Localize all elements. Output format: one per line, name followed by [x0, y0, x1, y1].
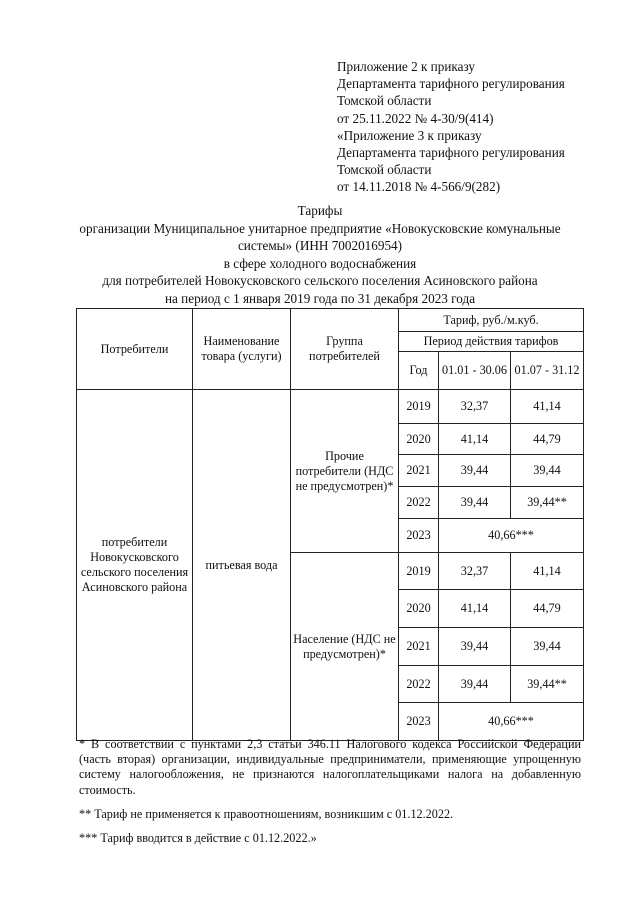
title-line: Тарифы — [297, 203, 343, 218]
tariff-cell: 39,44 — [511, 628, 584, 666]
tariff-cell: 41,14 — [511, 390, 584, 424]
header-line: Томской области — [337, 162, 432, 178]
header-line: от 25.11.2022 № 4-30/9(414) — [337, 110, 494, 126]
header-line: Департамента тарифного регулирования — [337, 76, 565, 92]
tariff-cell: 41,14 — [511, 553, 584, 590]
title-line: организации Муниципальное унитарное предприятие «Новокусковские комунальные — [79, 220, 561, 236]
tariff-cell: 39,44** — [511, 487, 584, 519]
title-line: для потребителей Новокусковского сельского поселения Асиновского района — [102, 273, 538, 289]
year-cell: 2022 — [399, 487, 439, 519]
header-tariff-unit: Тариф, руб./м.куб. — [399, 309, 584, 332]
header-line: Департамента тарифного регулирования — [337, 145, 565, 161]
tariff-cell: 39,44 — [439, 628, 511, 666]
footnote-not-applied: ** Тариф не применяется к правоотношениям, возникшим с 01.12.2022. — [79, 806, 454, 821]
tariff-cell: 39,44 — [439, 487, 511, 519]
tariff-cell: 41,14 — [439, 424, 511, 455]
year-cell: 2020 — [399, 424, 439, 455]
year-cell: 2021 — [399, 455, 439, 487]
year-cell: 2023 — [399, 703, 439, 741]
header-first-half: 01.01 - 30.06 — [439, 352, 511, 390]
tariff-cell-merged: 40,66*** — [439, 519, 584, 553]
year-cell: 2020 — [399, 590, 439, 628]
year-cell: 2019 — [399, 553, 439, 590]
footnotes — [79, 737, 581, 855]
header-line: «Приложение 3 к приказу — [337, 127, 482, 143]
title-line: в сфере холодного водоснабжения — [223, 255, 417, 271]
footnote-effective: *** Тариф вводится в действие с 01.12.2022.» — [79, 831, 317, 846]
year-cell: 2022 — [399, 666, 439, 703]
tariff-cell: 39,44 — [511, 455, 584, 487]
group-cell-other: Прочие потребители (НДС не предусмотрен)* — [291, 390, 399, 553]
product-cell: питьевая вода — [193, 390, 291, 741]
tariff-cell: 44,79 — [511, 590, 584, 628]
group-cell-population: Население (НДС не предусмотрен)* — [291, 553, 399, 741]
header-consumers: Потребители — [77, 309, 193, 390]
title-line: на период с 1 января 2019 года по 31 декабря 2023 года — [164, 290, 476, 306]
tariff-cell: 32,37 — [439, 390, 511, 424]
header-line: Томской области — [337, 93, 432, 109]
header-period: Период действия тарифов — [399, 332, 584, 352]
tariff-cell: 44,79 — [511, 424, 584, 455]
tariff-cell: 41,14 — [439, 590, 511, 628]
header-second-half: 01.07 - 31.12 — [511, 352, 584, 390]
order-reference-block — [337, 58, 565, 196]
tariff-cell: 39,44** — [511, 666, 584, 703]
header-line: Приложение 2 к приказу — [337, 59, 475, 74]
tariff-cell-merged: 40,66*** — [439, 703, 584, 741]
title-line: системы» (ИНН 7002016954) — [237, 238, 403, 254]
tariff-cell: 39,44 — [439, 666, 511, 703]
tariff-cell: 32,37 — [439, 553, 511, 590]
header-line: от 14.11.2018 № 4-566/9(282) — [337, 179, 501, 195]
year-cell: 2019 — [399, 390, 439, 424]
footnote-vat: * В соответствии с пунктами 2,3 статьи 346.11 Налогового кодекса Российской Федерации (часть вторая) организации, индивидуальные предприниматели, применяющие упрощенную систему налогообложения, не признаются налогоплательщиками налога на добавленную стоимость. — [79, 737, 581, 797]
document-title — [60, 202, 580, 308]
tariff-cell: 39,44 — [439, 455, 511, 487]
header-group: Группа потребителей — [291, 309, 399, 390]
consumer-cell: потребители Новокусковского сельского поселения Асиновского района — [77, 390, 193, 741]
tariff-table — [76, 308, 584, 741]
header-product: Наименование товара (услуги) — [193, 309, 291, 390]
header-year: Год — [399, 352, 439, 390]
year-cell: 2021 — [399, 628, 439, 666]
year-cell: 2023 — [399, 519, 439, 553]
